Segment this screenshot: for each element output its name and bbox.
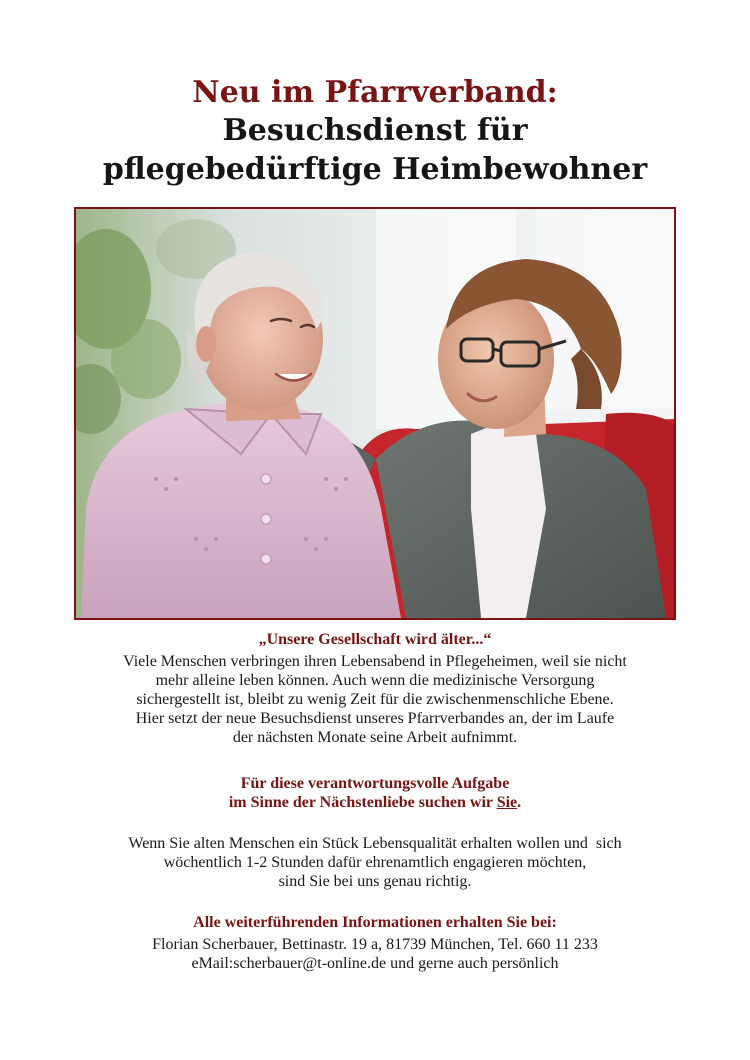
call-to-action [40, 774, 710, 812]
headline-new-in-parish: Neu im Pfarrverband: [192, 75, 558, 110]
headline-care-residents: pflegebedürftige Heimbewohner [102, 152, 648, 187]
cta-line-2-prefix: im Sinne der Nächstenliebe suchen wir [228, 794, 497, 811]
intro-quote: „Unsere Gesellschaft wird älter...“ [258, 631, 492, 648]
appeal-line: sind Sie bei uns genau richtig. [278, 873, 472, 890]
contact-address: Florian Scherbauer, Bettinastr. 19 a, 81739 München, Tel. 660 11 233 [152, 936, 598, 953]
caregiver-photo [76, 209, 674, 618]
appeal-line: Wenn Sie alten Menschen ein Stück Lebensqualität erhalten wollen und sich [128, 835, 622, 852]
headline-visiting-service: Besuchsdienst für [222, 113, 528, 148]
contact-heading: Alle weiterführenden Informationen erhalten Sie bei: [193, 914, 557, 931]
cta-line-1: Für diese verantwortungsvolle Aufgabe [240, 775, 510, 792]
cta-line-2 [40, 793, 710, 812]
intro-paragraph [40, 652, 710, 747]
intro-line: der nächsten Monate seine Arbeit aufnimmt. [232, 729, 518, 746]
intro-line: mehr alleine leben können. Auch wenn die medizinische Versorgung [155, 672, 595, 689]
cta-line-2-suffix: . [517, 794, 522, 811]
contact-details [40, 935, 710, 973]
intro-line: Hier setzt der neue Besuchsdienst unseres Pfarrverbandes an, der im Laufe [135, 710, 615, 727]
intro-line: sichergestellt ist, bleibt zu wenig Zeit für die zwischenmenschliche Ebene. [136, 691, 614, 708]
intro-line: Viele Menschen verbringen ihren Lebensabend in Pflegeheimen, weil sie nicht [123, 653, 627, 670]
appeal-line: wöchentlich 1-2 Stunden dafür ehrenamtlich engagieren möchten, [163, 854, 587, 871]
contact-email: eMail:scherbauer@t-online.de und gerne auch persönlich [191, 955, 559, 972]
cta-emphasis: Sie [496, 794, 518, 811]
photo-frame [74, 207, 676, 620]
appeal-paragraph [40, 834, 710, 891]
